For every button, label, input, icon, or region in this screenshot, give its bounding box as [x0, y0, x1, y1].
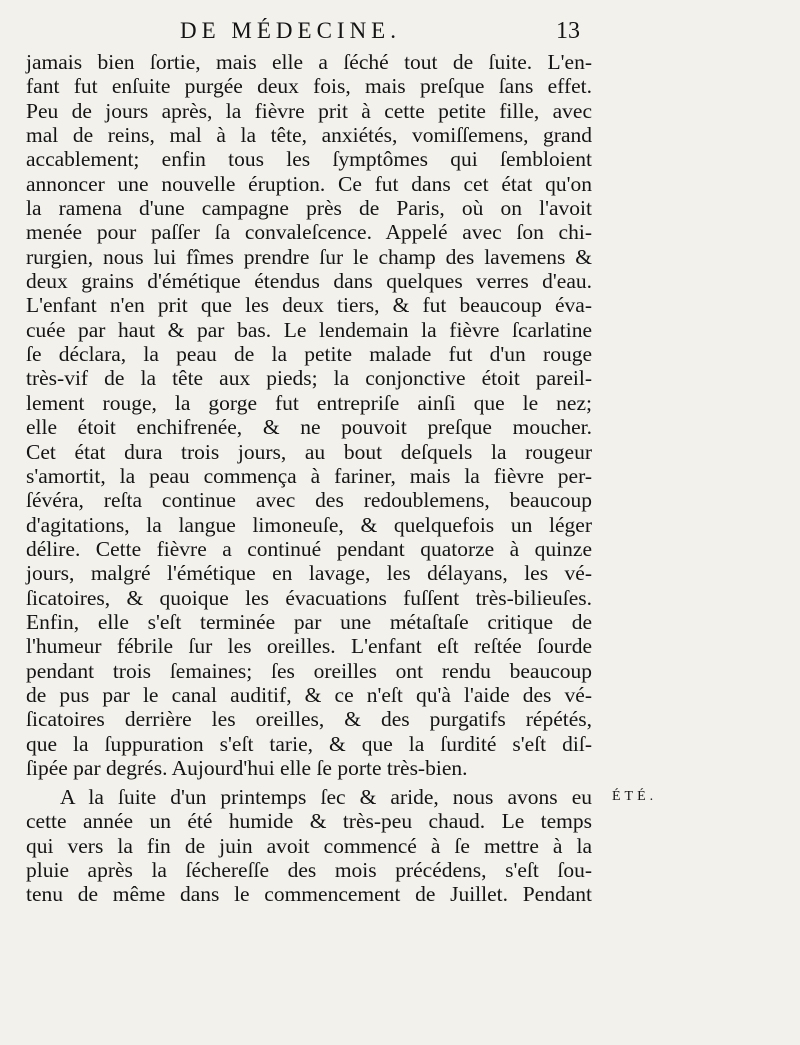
text-line: Peu de jours après, la fièvre prit à cette petite fille, avec — [26, 98, 592, 123]
text-line: pluie après la ſéchereſſe des mois précédens, s'eſt ſou- — [26, 858, 592, 883]
paragraph-summer-weather — [26, 785, 592, 907]
text-line: rurgien, nous lui fîmes prendre ſur le champ des lavemens & — [26, 244, 592, 269]
text-line: d'agitations, la langue limoneuſe, & quelquefois un léger — [26, 512, 592, 537]
text-line: lement rouge, la gorge fut entrepriſe ainſi que le nez; — [26, 390, 592, 415]
text-line: très-vif de la tête aux pieds; la conjonctive étoit pareil- — [26, 366, 592, 391]
text-line: A la ſuite d'un printemps ſec & aride, nous avons eu — [60, 785, 592, 809]
text-line: deux grains d'émétique étendus dans quelques verres d'eau. — [26, 269, 592, 294]
text-line: qui vers la fin de juin avoit commencé à ſe mettre à la — [26, 833, 592, 858]
text-line: de pus par le canal auditif, & ce n'eſt qu'à l'aide des vé- — [26, 682, 592, 707]
page-number: 13 — [556, 18, 580, 44]
text-line: annoncer une nouvelle éruption. Ce fut dans cet état qu'on — [26, 171, 592, 196]
text-line: pendant trois ſemaines; ſes oreilles ont rendu beaucoup — [26, 658, 592, 683]
page-header — [180, 18, 580, 48]
text-line: jours, malgré l'émétique en lavage, les délayans, les vé- — [26, 561, 592, 586]
text-line: menée pour paſſer ſa convaleſcence. Appelé avec ſon chi- — [26, 220, 592, 245]
text-line: ſévéra, reſta continue avec des redoublemens, beaucoup — [26, 488, 592, 513]
text-line: elle étoit enchifrenée, & ne pouvoit preſque moucher. — [26, 415, 592, 440]
text-line: cette année un été humide & très-peu chaud. Le temps — [26, 809, 592, 834]
text-line: mal de reins, mal à la tête, anxiétés, vomiſſemens, grand — [26, 123, 592, 148]
margin-note-ete: ÉTÉ. — [612, 789, 658, 804]
text-line: que la ſuppuration s'eſt tarie, & que la ſurdité s'eſt diſ- — [26, 731, 592, 756]
text-line: la ramena d'une campagne près de Paris, où on l'avoit — [26, 196, 592, 221]
paragraph-case-report — [26, 50, 592, 780]
running-title: DE MÉDECINE. — [180, 18, 401, 43]
text-line: accablement; enfin tous les ſymptômes qui ſembloient — [26, 147, 592, 172]
text-line: ſe déclara, la peau de la petite malade fut d'un rouge — [26, 342, 592, 367]
text-line: jamais bien ſortie, mais elle a ſéché tout de ſuite. L'en- — [26, 50, 592, 74]
text-line: Enfin, elle s'eſt terminée par une métaſtaſe critique de — [26, 609, 592, 634]
text-line: cuée par haut & par bas. Le lendemain la fièvre ſcarlatine — [26, 317, 592, 342]
text-line: s'amortit, la peau commença à fariner, mais la fièvre per- — [26, 463, 592, 488]
text-line: l'humeur fébrile ſur les oreilles. L'enfant eſt reſtée ſourde — [26, 634, 592, 659]
text-line: ſipée par degrés. Aujourd'hui elle ſe porte très-bien. — [26, 755, 468, 780]
text-line: délire. Cette fièvre a continué pendant quatorze à quinze — [26, 536, 592, 561]
text-line: ſicatoires, & quoique les évacuations fuſſent très-bilieuſes. — [26, 585, 592, 610]
text-line: tenu de même dans le commencement de Juillet. Pendant — [26, 882, 592, 907]
text-line: Cet état dura trois jours, au bout deſquels la rougeur — [26, 439, 592, 464]
text-line: ſicatoires derrière les oreilles, & des purgatifs répétés, — [26, 707, 592, 732]
text-line: L'enfant n'en prit que les deux tiers, & fut beaucoup éva- — [26, 293, 592, 318]
text-line: fant fut enſuite purgée deux fois, mais preſque ſans effet. — [26, 74, 592, 99]
